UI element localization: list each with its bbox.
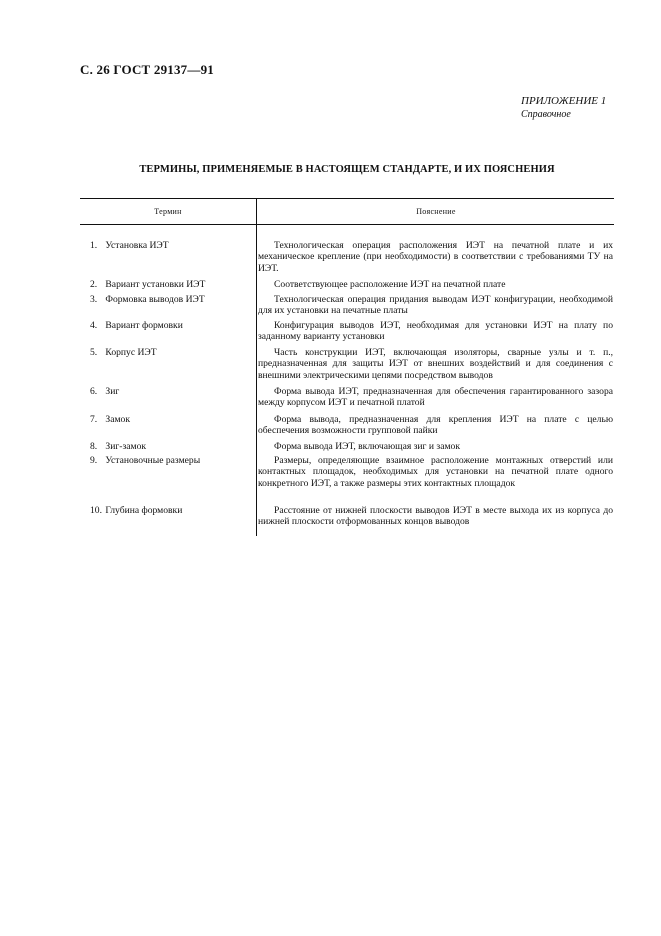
term-text: Вариант установки ИЭТ <box>105 279 206 290</box>
explanation-cell: Часть конструкции ИЭТ, включающая изоляторы, сварные узлы и т. п., предназначенная для защиты ИЭТ от внешних воздействий и для соединения с внешними электрическими цепями посредством выводов <box>258 347 613 381</box>
term-text: Замок <box>105 414 130 425</box>
term-cell <box>90 279 252 290</box>
table-header-rule <box>80 224 614 225</box>
explanation-cell: Форма вывода, предназначенная для крепления ИЭТ на плате с целью обеспечения возможности групповой пайки <box>258 414 613 437</box>
term-text: Зиг <box>105 386 120 397</box>
term-text: Зиг-замок <box>105 441 147 452</box>
term-cell <box>90 240 252 251</box>
explanation-cell: Размеры, определяющие взаимное расположение монтажных отверстий или контактных площадок, необходимых для установки на печатной плате одного конкретного ИЭТ, а также размеры этих контактных площадок <box>258 455 613 489</box>
term-cell <box>90 505 252 516</box>
term-text: Установочные размеры <box>105 455 201 466</box>
term-number: 2. <box>90 279 98 290</box>
appendix-type: Справочное <box>521 109 571 120</box>
term-number: 10. <box>90 505 102 516</box>
term-cell <box>90 320 252 331</box>
term-number: 1. <box>90 240 98 251</box>
term-number: 6. <box>90 386 98 397</box>
term-number: 9. <box>90 455 98 466</box>
term-cell <box>90 294 252 305</box>
explanation-cell: Технологическая операция придания выводам ИЭТ конфигурации, необходимой для их установки на печатные платы <box>258 294 613 317</box>
term-cell <box>90 455 252 466</box>
term-cell <box>90 386 252 397</box>
term-number: 5. <box>90 347 98 358</box>
appendix-block <box>521 94 606 122</box>
term-text: Глубина формовки <box>105 505 183 516</box>
explanation-cell: Расстояние от нижней плоскости выводов ИЭТ в месте выхода их из корпуса до нижней плоскости отформованных концов выводов <box>258 505 613 528</box>
term-text: Вариант формовки <box>105 320 183 331</box>
table-top-rule <box>80 198 614 199</box>
term-text: Корпус ИЭТ <box>105 347 157 358</box>
term-cell <box>90 347 252 358</box>
term-number: 7. <box>90 414 98 425</box>
term-cell <box>90 441 252 452</box>
appendix-label: ПРИЛОЖЕНИЕ 1 <box>521 95 607 107</box>
header-explanation: Пояснение <box>416 207 456 216</box>
term-cell <box>90 414 252 425</box>
page-header: С. 26 ГОСТ 29137—91 <box>80 62 214 77</box>
term-text: Установка ИЭТ <box>105 240 169 251</box>
explanation-cell: Форма вывода ИЭТ, включающая зиг и замок <box>274 441 460 452</box>
terms-table <box>80 198 614 536</box>
header-term: Термин <box>154 207 182 216</box>
term-number: 3. <box>90 294 98 305</box>
explanation-cell: Соответствующее расположение ИЭТ на печатной плате <box>274 279 506 290</box>
term-text: Формовка выводов ИЭТ <box>105 294 205 305</box>
document-title: ТЕРМИНЫ, ПРИМЕНЯЕМЫЕ В НАСТОЯЩЕМ СТАНДАРТЕ, И ИХ ПОЯСНЕНИЯ <box>139 164 555 175</box>
term-number: 4. <box>90 320 98 331</box>
explanation-cell: Конфигурация выводов ИЭТ, необходимая для установки ИЭТ на плату по заданному варианту установки <box>258 320 613 343</box>
explanation-cell: Технологическая операция расположения ИЭТ на печатной плате и их механическое крепление (при необходимости) в соответствии с требованиями ТУ на ИЭТ. <box>258 240 613 274</box>
explanation-cell: Форма вывода ИЭТ, предназначенная для обеспечения гарантированного зазора между корпусом ИЭТ и печатной платой <box>258 386 613 409</box>
table-column-divider <box>256 198 257 536</box>
term-number: 8. <box>90 441 98 452</box>
